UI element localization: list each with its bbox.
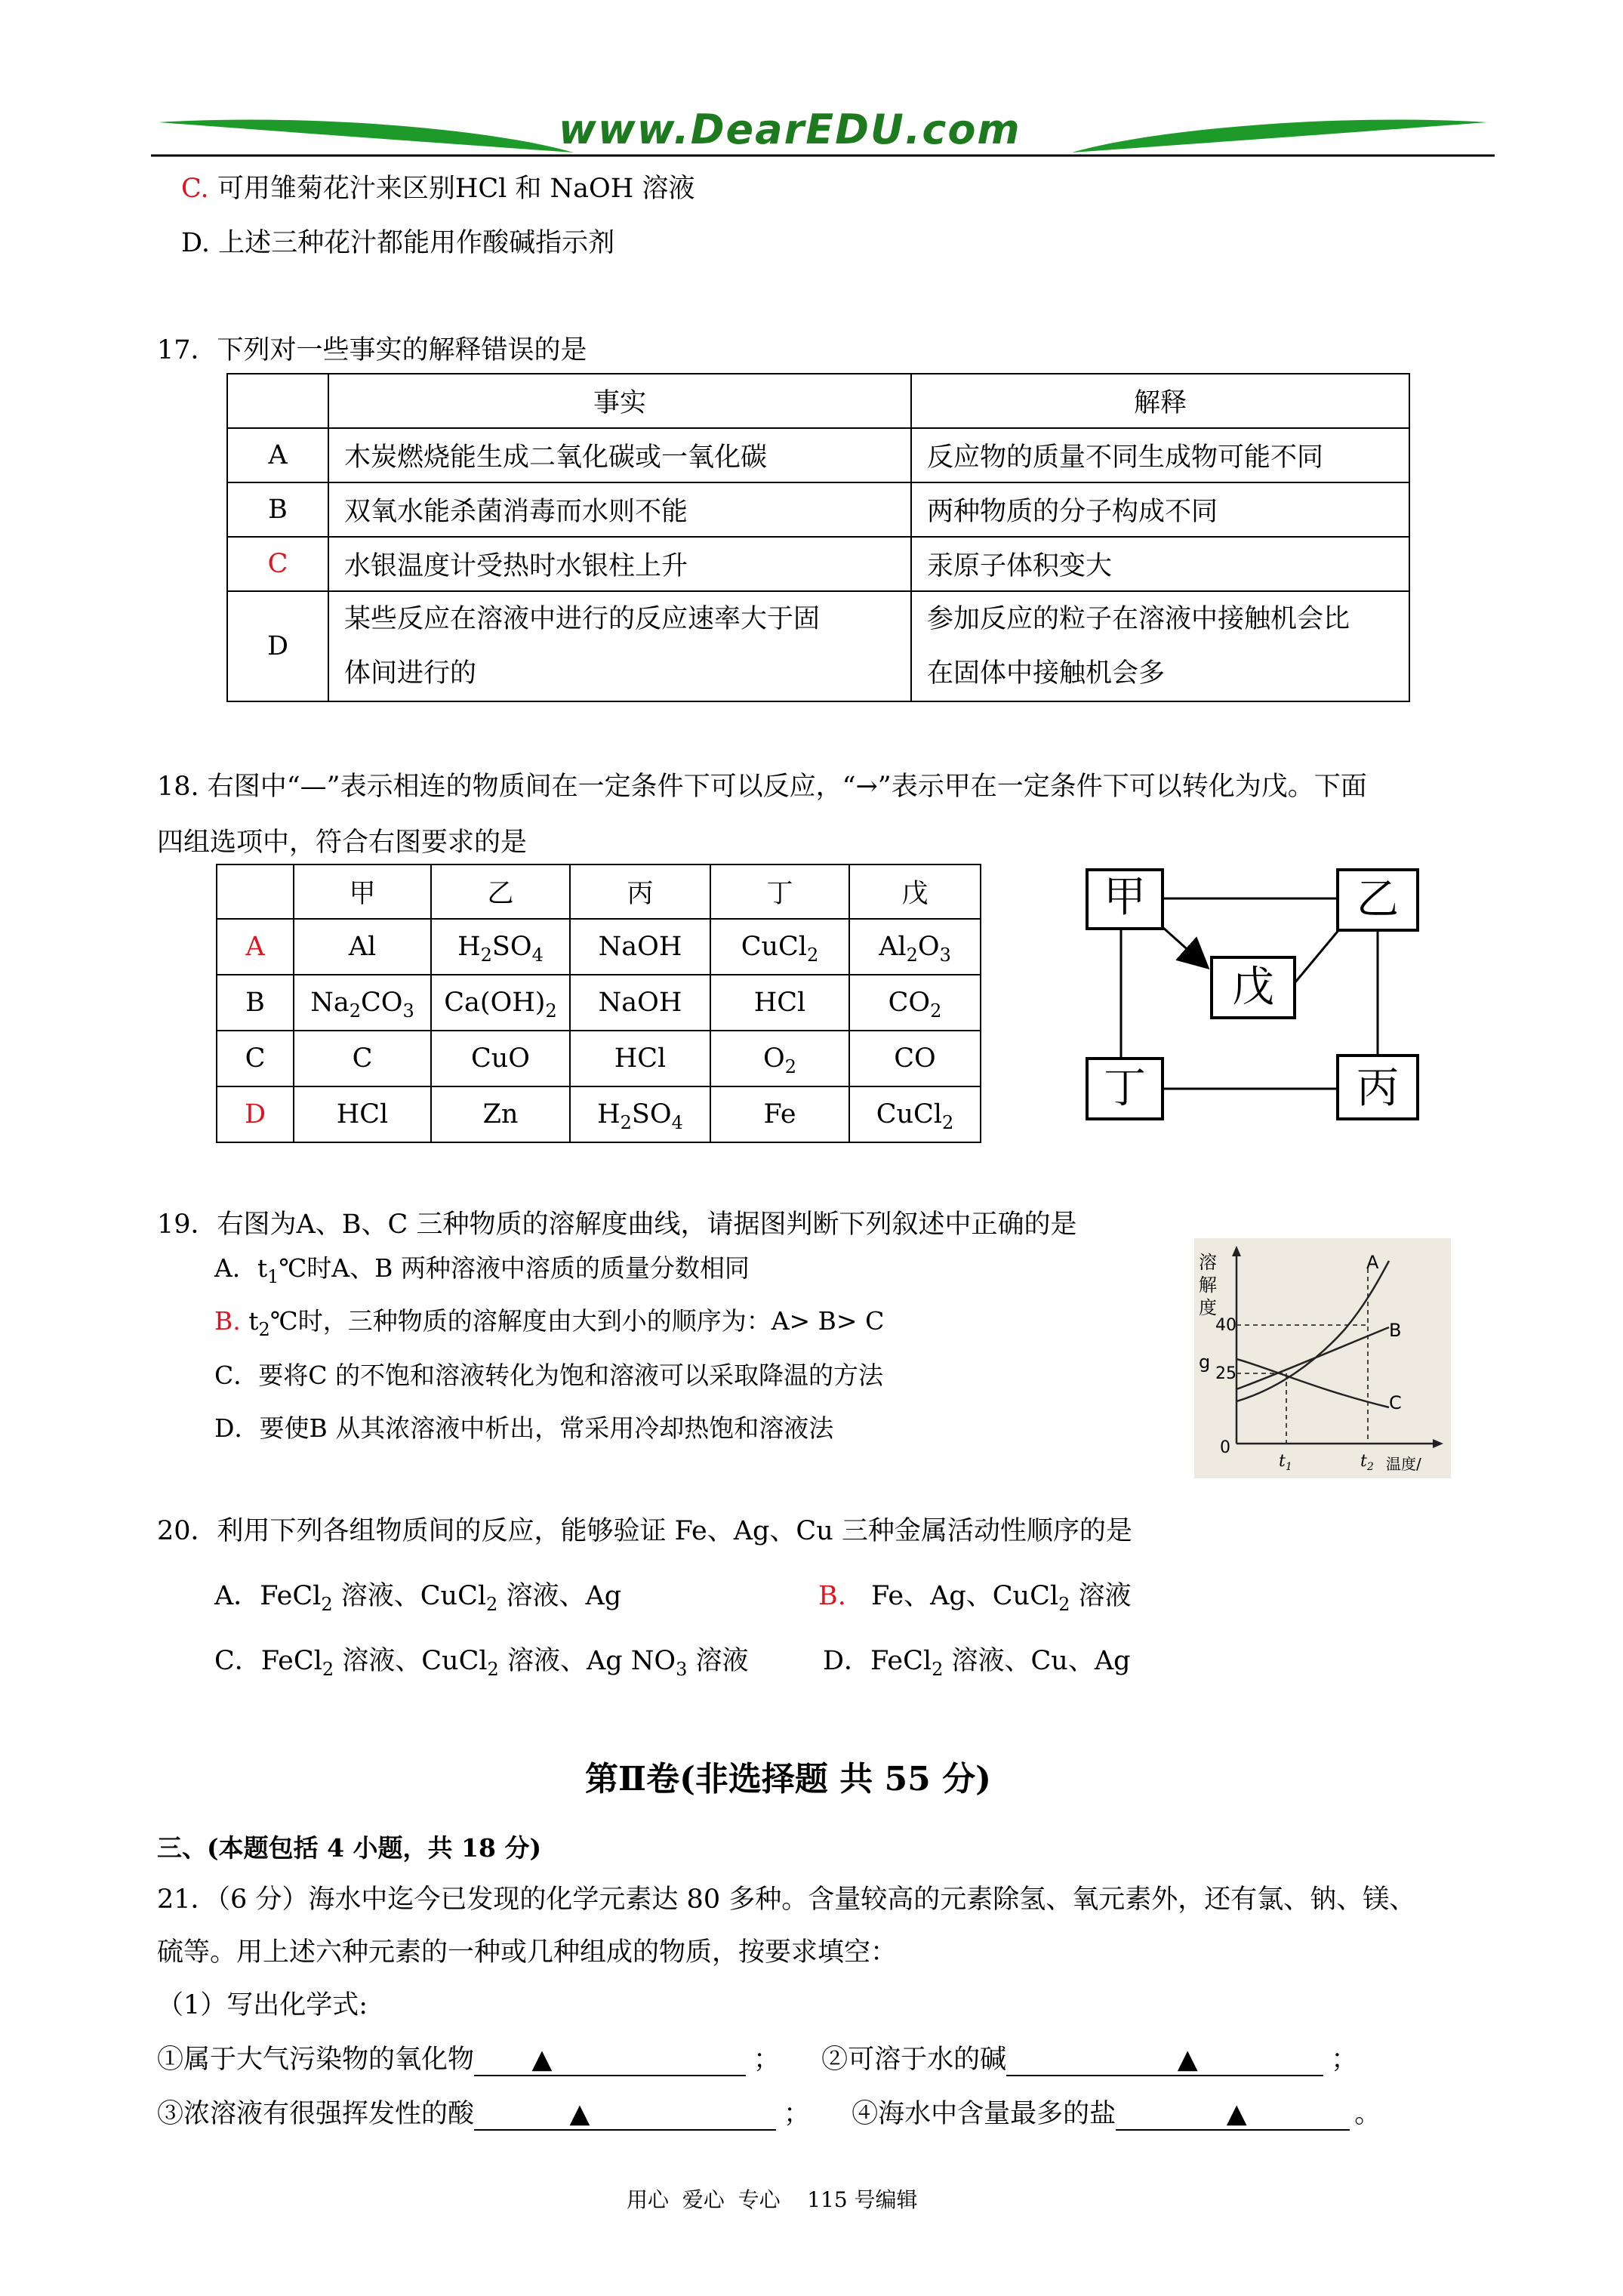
blank2-label: ②可溶于水的碱 [821, 2045, 1007, 2075]
q17-row-d-letter: D [227, 591, 328, 701]
q18-row-a-ding: CuCl$_2$ [710, 919, 849, 975]
blank4-end: 。 [1354, 2099, 1381, 2129]
q18-header-wu: 戊 [849, 864, 981, 919]
q18-header-empty [217, 864, 294, 919]
q19-option-c: C．要将C 的不饱和溶液转化为饱和溶液可以采取降温的方法 [214, 1361, 883, 1390]
q20-option-c: C．FeCl$_2$ 溶液、CuCl$_2$ 溶液、Ag $NO_3$ 溶液 [214, 1646, 749, 1680]
q18-header-ding: 丁 [710, 864, 849, 919]
label-yi: 乙 [1357, 875, 1399, 924]
q17-row-b-expl: 两种物质的分子构成不同 [911, 482, 1409, 537]
q18-row-d-wu: CuCl$_2$ [849, 1086, 981, 1142]
chart-background [1194, 1238, 1451, 1478]
q18-row-c-wu: CO [849, 1031, 981, 1086]
q21-subheading: （1）写出化学式: [157, 1990, 368, 2020]
q21-line1: 21．（6 分）海水中迄今已发现的化学元素达 80 多种。含量较高的元素除氢、氧元素外，还有氯、钠、镁、 [157, 1885, 1416, 1915]
q17-header-expl: 解释 [911, 374, 1409, 428]
blank3-triangle: ▲ [569, 2099, 590, 2129]
blank3-sep: ； [784, 2099, 811, 2129]
q18-relation-diagram [1079, 861, 1427, 1125]
page-footer: 用心 爱心 专心 115 号编辑 [627, 2187, 918, 2212]
q20-option-b [818, 1575, 1131, 1613]
y-unit-label: g [1199, 1351, 1211, 1373]
blank2-sep: ； [1331, 2045, 1358, 2075]
link-yi-wu [1291, 929, 1340, 988]
q20-stem: 20．利用下列各组物质间的反应，能够验证 Fe、Ag、Cu 三种金属活动性顺序的是 [157, 1516, 1132, 1546]
q18-row-b-yi: $Ca(OH)_2$ [431, 975, 570, 1031]
ylabel-char-2: 解 [1199, 1274, 1217, 1296]
q17-row-a-letter: A [227, 428, 328, 482]
q17-row-a-expl: 反应物的质量不同生成物可能不同 [911, 428, 1409, 482]
q18-row-a-letter: A [217, 919, 294, 975]
blank1-label: ①属于大气污染物的氧化物 [157, 2045, 475, 2075]
q18-row-b-letter: B [217, 975, 294, 1031]
q18-header-bing: 丙 [570, 864, 710, 919]
q17-row-b-fact: 双氧水能杀菌消毒而水则不能 [328, 482, 911, 537]
q19-solubility-chart [1194, 1238, 1451, 1478]
q19-option-d: D．要使B 从其浓溶液中析出，常采用冷却热饱和溶液法 [214, 1413, 834, 1443]
q18-row-a-wu: $Al_2O_3$ [849, 919, 981, 975]
q18-table [216, 864, 981, 1143]
q19-option-b [214, 1302, 885, 1340]
blank4-triangle: ▲ [1226, 2099, 1247, 2129]
series-b-label: B [1389, 1320, 1402, 1341]
q17-row-a-fact: 木炭燃烧能生成二氧化碳或一氧化碳 [328, 428, 911, 482]
q18-row-b-bing: NaOH [570, 975, 710, 1031]
blank1-answer[interactable] [474, 2045, 746, 2076]
q17-header-empty [227, 374, 328, 428]
q19-option-a: A．$t_1℃$时A、B 两种溶液中溶质的质量分数相同 [214, 1253, 750, 1287]
section-3-heading: 三、(本题包括 4 小题，共 18 分) [157, 1833, 542, 1863]
q18-stem-line1: 18. 右图中“—”表示相连的物质间在一定条件下可以反应，“→”表示甲在一定条件下可以转化为戊。下面 [157, 772, 1367, 802]
q18-row-c-letter: C [217, 1031, 294, 1086]
q21-blank-row-1 [157, 2039, 1357, 2076]
blank2-triangle: ▲ [1177, 2045, 1198, 2075]
label-jia: 甲 [1104, 873, 1146, 922]
q21-line2: 硫等。用上述六种元素的一种或几种组成的物质，按要求填空： [157, 1937, 898, 1968]
q17-row-d-fact-line1: 某些反应在溶液中进行的反应速率大于固 [344, 604, 821, 634]
q20-option-d: D．FeCl$_2$ 溶液、Cu、Ag [823, 1646, 1131, 1680]
q20-option-b-letter: B. [818, 1581, 846, 1611]
ytick-40: 40 [1215, 1316, 1236, 1335]
ytick-25: 25 [1215, 1364, 1236, 1383]
q17-row-c-expl: 汞原子体积变大 [911, 537, 1409, 591]
blank3-answer[interactable] [474, 2099, 776, 2131]
blank4-label: ④海水中含量最多的盐 [852, 2099, 1116, 2129]
q17-row-d-expl [911, 591, 1409, 701]
q18-row-c-yi: CuO [431, 1031, 570, 1086]
xlabel: 温度/ [1386, 1455, 1421, 1473]
q17-row-b-letter: B [227, 482, 328, 537]
xtick-t1: $t_1$ [1279, 1452, 1292, 1473]
blank4-answer[interactable] [1116, 2099, 1350, 2131]
xtick-t2: $t_2$ [1360, 1452, 1374, 1473]
option-c-text: 可用雏菊花汁来区别HCl 和 NaOH 溶液 [217, 174, 695, 204]
q20-option-a: A．FeCl$_2$ 溶液、CuCl$_2$ 溶液、Ag [214, 1581, 622, 1615]
right-leaf-swoosh [1072, 119, 1487, 153]
q18-row-a-jia: Al [294, 919, 431, 975]
blank1-triangle: ▲ [531, 2045, 553, 2075]
q18-row-c-ding: $O_2$ [710, 1031, 849, 1086]
q18-stem-line2: 四组选项中，符合右图要求的是 [157, 827, 528, 858]
blank3-label: ③浓溶液有很强挥发性的酸 [157, 2099, 475, 2129]
label-wu: 戊 [1232, 963, 1274, 1012]
site-logo-text: www.DearEDU.com [559, 106, 1021, 153]
q18-row-a-yi: $H_2SO_4$ [431, 919, 570, 975]
series-a-label: A [1366, 1252, 1379, 1273]
q21-blank-row-2 [157, 2093, 1381, 2131]
q18-row-b-wu: $CO_2$ [849, 975, 981, 1031]
label-bing: 丙 [1357, 1064, 1399, 1113]
q18-row-d-jia: HCl [294, 1086, 431, 1142]
q18-header-jia: 甲 [294, 864, 431, 919]
series-c-label: C [1389, 1392, 1402, 1413]
q18-row-b-ding: HCl [710, 975, 849, 1031]
part2-title: 第Ⅱ卷(非选择题 共 55 分) [585, 1760, 991, 1798]
option-d-text: 上述三种花汁都能用作酸碱指示剂 [218, 228, 615, 258]
q19-option-b-letter: B. [214, 1306, 241, 1336]
blank1-sep: ； [753, 2045, 781, 2075]
q18-row-a-bing: NaOH [570, 919, 710, 975]
q17-stem: 17．下列对一些事实的解释错误的是 [157, 335, 587, 365]
q18-row-d-ding: Fe [710, 1086, 849, 1142]
ylabel-char-3: 度 [1199, 1297, 1217, 1318]
q18-row-c-jia: C [294, 1031, 431, 1086]
q18-row-b-jia: $Na_2CO_3$ [294, 975, 431, 1031]
q18-row-c-bing: HCl [570, 1031, 710, 1086]
q17-row-d-fact [328, 591, 911, 701]
option-d-line [181, 222, 614, 260]
q17-row-d-expl-line1: 参加反应的粒子在溶液中接触机会比 [927, 604, 1350, 634]
q17-row-c-fact: 水银温度计受热时水银柱上升 [328, 537, 911, 591]
q17-table [226, 373, 1410, 702]
option-d-letter: D. [181, 228, 210, 258]
q17-row-d-expl-line2: 在固体中接触机会多 [927, 658, 1166, 689]
q18-row-d-bing: $H_2SO_4$ [570, 1086, 710, 1142]
q18-row-d-letter: D [217, 1086, 294, 1142]
q20-option-b-text: Fe、Ag、CuCl$_2$ 溶液 [871, 1581, 1132, 1615]
q18-row-d-yi: Zn [431, 1086, 570, 1142]
label-ding: 丁 [1104, 1064, 1146, 1113]
blank2-answer[interactable] [1006, 2045, 1323, 2076]
arrow-jia-to-wu [1163, 927, 1206, 966]
ylabel-char-1: 溶 [1199, 1252, 1217, 1273]
left-leaf-swoosh [159, 119, 574, 153]
q19-stem: 19．右图为A、B、C 三种物质的溶解度曲线，请据图判断下列叙述中正确的是 [157, 1210, 1077, 1240]
q17-row-c-letter: C [227, 537, 328, 591]
option-c-line [181, 168, 694, 205]
q17-header-fact: 事实 [328, 374, 911, 428]
ytick-0: 0 [1220, 1438, 1230, 1457]
q18-header-yi: 乙 [431, 864, 570, 919]
q19-option-b-text: $t_2℃$时，三种物质的溶解度由大到小的顺序为：A> B> C [248, 1306, 885, 1340]
option-c-letter: C. [181, 174, 209, 204]
q17-row-d-fact-line2: 体间进行的 [344, 658, 477, 689]
